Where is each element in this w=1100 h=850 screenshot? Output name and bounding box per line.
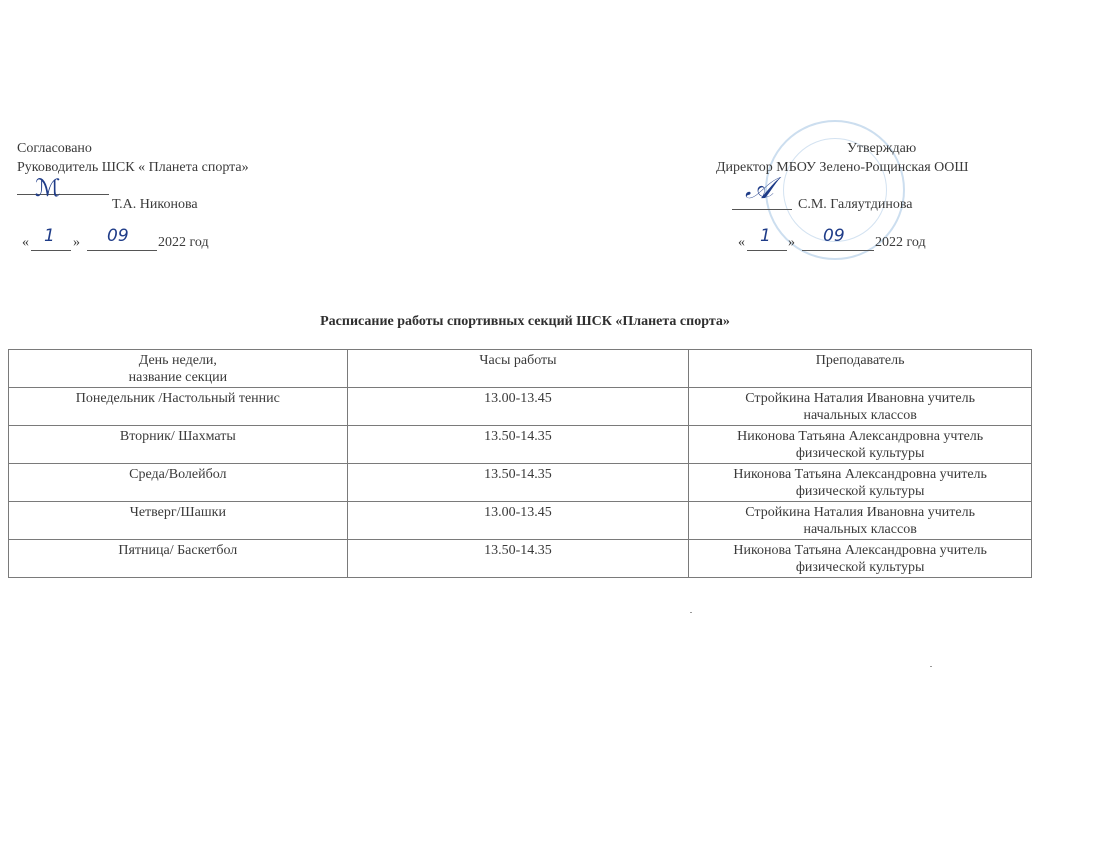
left-signature-name: Т.А. Никонова (112, 197, 198, 212)
table-row (9, 464, 1032, 502)
row-teacher-line2: начальных классов (803, 522, 917, 537)
row-teacher (689, 464, 1032, 502)
header-day-line1: День недели, (138, 353, 217, 368)
row-teacher-line2: начальных классов (803, 408, 917, 423)
row-hours: 13.50-14.35 (347, 540, 689, 578)
header-teacher: Преподаватель (689, 350, 1032, 388)
left-date-month: 09 (107, 226, 129, 246)
table-row (9, 388, 1032, 426)
left-signature: ℳ (35, 174, 61, 202)
left-date-day: 1 (44, 226, 55, 246)
table-header-row (9, 350, 1032, 388)
row-hours: 13.00-13.45 (347, 388, 689, 426)
row-day: Четверг/Шашки (9, 502, 348, 540)
row-teacher-line1: Стройкина Наталия Ивановна учитель (745, 391, 976, 406)
left-date-mid: » (73, 235, 80, 250)
agreed-label: Согласовано (17, 141, 92, 156)
row-teacher (689, 540, 1032, 578)
scan-speck (690, 612, 692, 613)
approve-label: Утверждаю (847, 141, 917, 156)
row-teacher (689, 502, 1032, 540)
header-hours: Часы работы (347, 350, 689, 388)
row-day: Вторник/ Шахматы (9, 426, 348, 464)
right-date-year: 2022 год (875, 235, 926, 250)
row-teacher-line1: Никонова Татьяна Александровна учитель (733, 467, 987, 482)
left-signature-line (17, 194, 109, 195)
right-date-day: 1 (760, 226, 771, 246)
right-date-month: 09 (823, 226, 845, 246)
row-teacher (689, 388, 1032, 426)
left-date-month-line (87, 250, 157, 251)
left-date-day-line (31, 250, 71, 251)
table-row (9, 426, 1032, 464)
row-day: Среда/Волейбол (9, 464, 348, 502)
row-teacher-line2: физической культуры (795, 560, 925, 575)
row-day: Пятница/ Баскетбол (9, 540, 348, 578)
row-teacher-line1: Никонова Татьяна Александровна учтель (737, 429, 984, 444)
right-date-mid: » (788, 235, 795, 250)
right-signature-name: С.М. Галяутдинова (798, 197, 913, 212)
row-teacher (689, 426, 1032, 464)
schedule-title: Расписание работы спортивных секций ШСК «Планета спорта» (320, 314, 730, 329)
right-signature: 𝒜 (745, 171, 774, 206)
row-teacher-line2: физической культуры (795, 446, 925, 461)
row-hours: 13.50-14.35 (347, 426, 689, 464)
left-position: Руководитель ШСК « Планета спорта» (17, 160, 249, 175)
right-position: Директор МБОУ Зелено-Рощинская ООШ (716, 160, 969, 175)
table-row (9, 540, 1032, 578)
schedule-table (8, 349, 1032, 578)
right-date-month-line (802, 250, 874, 251)
row-teacher-line1: Стройкина Наталия Ивановна учитель (745, 505, 976, 520)
row-hours: 13.50-14.35 (347, 464, 689, 502)
left-date-open: « (22, 235, 29, 250)
scan-speck (930, 666, 932, 667)
row-hours: 13.00-13.45 (347, 502, 689, 540)
row-day: Понедельник /Настольный теннис (9, 388, 348, 426)
right-signature-line (732, 209, 792, 210)
header-day-line2: название секции (128, 370, 228, 385)
left-date-year: 2022 год (158, 235, 209, 250)
row-teacher-line2: физической культуры (795, 484, 925, 499)
row-teacher-line1: Никонова Татьяна Александровна учитель (733, 543, 987, 558)
header-day (9, 350, 348, 388)
right-date-open: « (738, 235, 745, 250)
right-date-day-line (747, 250, 787, 251)
table-row (9, 502, 1032, 540)
